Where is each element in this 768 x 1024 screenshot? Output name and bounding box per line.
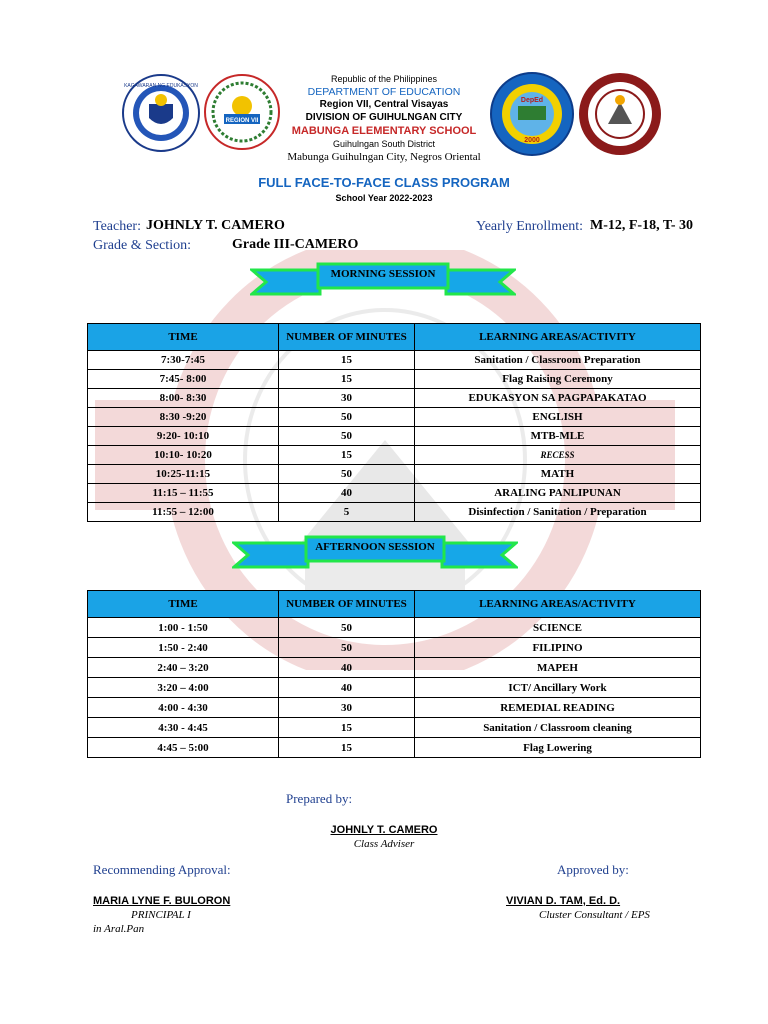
minutes-cell: 15 [279, 446, 415, 465]
activity-cell: FILIPINO [415, 638, 701, 658]
activity-cell: Sanitation / Classroom Preparation [415, 351, 701, 370]
recommending-note: in Aral.Pan [93, 923, 145, 935]
minutes-cell: 50 [279, 408, 415, 427]
grade-label: Grade & Section: [93, 238, 191, 253]
table-row [88, 503, 701, 522]
department-text: DEPARTMENT OF EDUCATION [307, 86, 461, 98]
time-cell: 4:00 - 4:30 [88, 698, 279, 718]
col-time: TIME [88, 591, 279, 618]
time-cell: 4:30 - 4:45 [88, 718, 279, 738]
recommending-name: MARIA LYNE F. BULORON [93, 895, 231, 907]
table-row [88, 738, 701, 758]
table-row [88, 618, 701, 638]
approved-name: VIVIAN D. TAM, Ed. D. [506, 895, 621, 907]
prepared-by-label: Prepared by: [286, 791, 353, 806]
activity-cell: ENGLISH [415, 408, 701, 427]
minutes-cell: 50 [279, 618, 415, 638]
activity-cell: RECESS [415, 446, 701, 465]
table-row [88, 427, 701, 446]
teacher-name: JOHNLY T. CAMERO [146, 218, 285, 233]
table-row [88, 446, 701, 465]
time-cell: 4:45 – 5:00 [88, 738, 279, 758]
afternoon-schedule-table [87, 590, 701, 758]
minutes-cell: 30 [279, 389, 415, 408]
time-cell: 3:20 – 4:00 [88, 678, 279, 698]
col-time: TIME [88, 324, 279, 351]
activity-cell: ICT/ Ancillary Work [415, 678, 701, 698]
minutes-cell: 15 [279, 718, 415, 738]
col-activity: LEARNING AREAS/ACTIVITY [415, 591, 701, 618]
time-cell: 10:10- 10:20 [88, 446, 279, 465]
table-row [88, 698, 701, 718]
recommending-title: PRINCIPAL I [131, 909, 191, 921]
table-row [88, 465, 701, 484]
activity-cell: MATH [415, 465, 701, 484]
table-row [88, 718, 701, 738]
activity-cell: EDUKASYON SA PAGPAPAKATAO [415, 389, 701, 408]
prepared-by-title: Class Adviser [353, 838, 415, 850]
minutes-cell: 15 [279, 738, 415, 758]
logo-year-text: 2000 [524, 137, 540, 144]
recommending-approval-label: Recommending Approval: [93, 862, 231, 877]
morning-schedule-table [87, 323, 701, 522]
republic-text: Republic of the Philippines [330, 74, 438, 84]
time-cell: 11:15 – 11:55 [88, 484, 279, 503]
activity-cell: Disinfection / Sanitation / Preparation [415, 503, 701, 522]
minutes-cell: 50 [279, 465, 415, 484]
minutes-cell: 50 [279, 638, 415, 658]
activity-cell: Flag Raising Ceremony [415, 370, 701, 389]
approved-by-label: Approved by: [557, 862, 629, 877]
table-row [88, 678, 701, 698]
table-row [88, 638, 701, 658]
time-cell: 10:25-11:15 [88, 465, 279, 484]
activity-cell: SCIENCE [415, 618, 701, 638]
minutes-cell: 5 [279, 503, 415, 522]
school-year: School Year 2022-2023 [335, 193, 433, 203]
time-cell: 1:50 - 2:40 [88, 638, 279, 658]
col-activity: LEARNING AREAS/ACTIVITY [415, 324, 701, 351]
afternoon-session-label: AFTERNOON SESSION [315, 541, 435, 553]
logo-deped-text: DepEd [520, 97, 544, 104]
minutes-cell: 40 [279, 658, 415, 678]
table-row [88, 351, 701, 370]
division-text: DIVISION OF GUIHULNGAN CITY [305, 112, 463, 123]
time-cell: 9:20- 10:10 [88, 427, 279, 446]
activity-cell: Sanitation / Classroom cleaning [415, 718, 701, 738]
table-row [88, 389, 701, 408]
table-row [88, 408, 701, 427]
minutes-cell: 15 [279, 351, 415, 370]
school-name: MABUNGA ELEMENTARY SCHOOL [291, 125, 477, 137]
district-text: Guihulngan South District [332, 139, 436, 149]
col-minutes: NUMBER OF MINUTES [279, 324, 415, 351]
morning-session-label: MORNING SESSION [330, 268, 436, 280]
table-row [88, 370, 701, 389]
logo-region-text: REGION VII [225, 118, 259, 124]
activity-cell: MTB-MLE [415, 427, 701, 446]
activity-cell: Flag Lowering [415, 738, 701, 758]
minutes-cell: 50 [279, 427, 415, 446]
prepared-by-name: JOHNLY T. CAMERO [330, 824, 438, 836]
teacher-label: Teacher: [93, 219, 141, 234]
logo-text: KAGAWARAN NG EDUKASYON [124, 83, 198, 89]
minutes-cell: 40 [279, 678, 415, 698]
activity-cell: ARALING PANLIPUNAN [415, 484, 701, 503]
region-text: Region VII, Central Visayas [319, 99, 449, 110]
time-cell: 2:40 – 3:20 [88, 658, 279, 678]
time-cell: 11:55 – 12:00 [88, 503, 279, 522]
address-text: Mabunga Guihulngan City, Negros Oriental [287, 151, 481, 163]
enrollment-label: Yearly Enrollment: [476, 219, 584, 234]
minutes-cell: 30 [279, 698, 415, 718]
enrollment-value: M-12, F-18, T- 30 [590, 218, 694, 233]
table-row [88, 484, 701, 503]
time-cell: 8:00- 8:30 [88, 389, 279, 408]
minutes-cell: 15 [279, 370, 415, 389]
time-cell: 1:00 - 1:50 [88, 618, 279, 638]
minutes-cell: 40 [279, 484, 415, 503]
grade-value: Grade III-CAMERO [232, 237, 359, 252]
activity-cell: REMEDIAL READING [415, 698, 701, 718]
activity-cell: MAPEH [415, 658, 701, 678]
time-cell: 7:45- 8:00 [88, 370, 279, 389]
program-title: FULL FACE-TO-FACE CLASS PROGRAM [258, 175, 510, 190]
time-cell: 7:30-7:45 [88, 351, 279, 370]
col-minutes: NUMBER OF MINUTES [279, 591, 415, 618]
time-cell: 8:30 -9:20 [88, 408, 279, 427]
table-row [88, 658, 701, 678]
approved-title: Cluster Consultant / EPS [539, 909, 650, 921]
